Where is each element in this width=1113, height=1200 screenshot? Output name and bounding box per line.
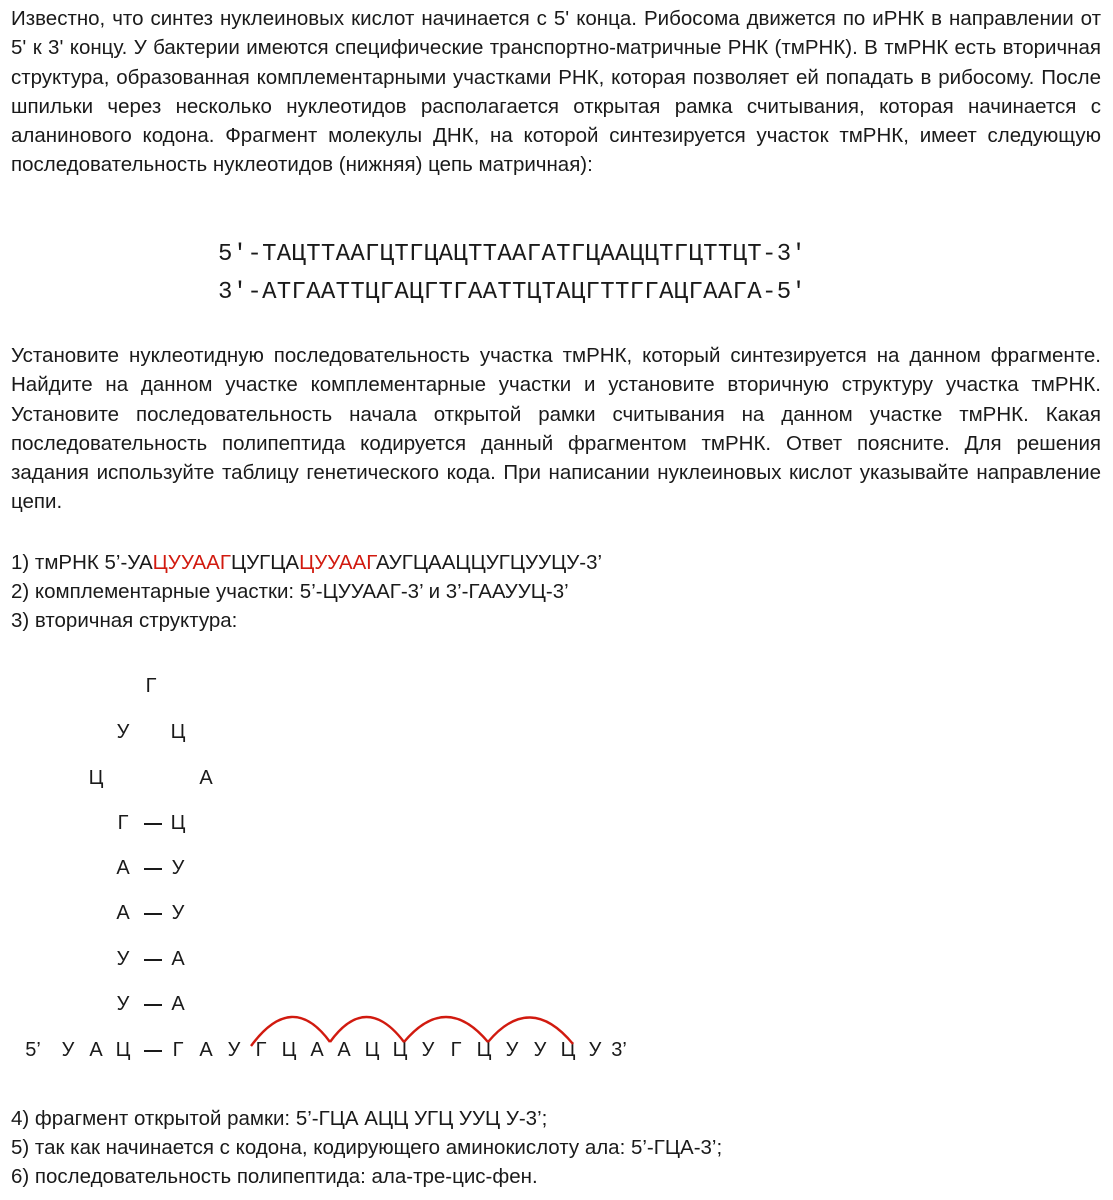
base-nucleotide: А (310, 1039, 324, 1061)
intro-paragraph: Известно, что синтез нуклеиновых кислот начинается с 5' конца. Рибосома движется по иРНК в направлении от 5' к 3' концу. У бактерии имеются специфические транспортно-матричные РНК (тмРНК). В тмРНК есть вторичная структура, образованная комплементарными участками РНК, которая позволяет ей попадать в рибосому. После шпильки через несколько нуклеотидов располагается открытая рамка считывания, которая начинается с аланинового кодона. Фрагмент молекулы ДНК, на которой синтезируется участок тмРНК, имеет следующую последовательность нуклеотидов (нижняя) цепь матричная): (11, 7, 1101, 177)
answer-5: 5) так как начинается с кодона, кодирующего аминокислоту ала: 5’-ГЦА-3’; (11, 1136, 723, 1159)
codon-arc (404, 1017, 488, 1042)
loop-nucleotide: А (199, 767, 213, 789)
loop-nucleotide: Ц (170, 721, 186, 743)
base-nucleotide: Ц (281, 1039, 297, 1061)
base-nucleotide: У (588, 1039, 602, 1061)
answer-1-suffix: АУГЦААЦЦУГЦУУЦУ-3’ (376, 551, 603, 574)
loop-nucleotide: Г (145, 675, 157, 697)
stem-right-nucleotide: Ц (170, 812, 186, 834)
base-nucleotide: А (89, 1039, 103, 1061)
codon-arc (330, 1017, 404, 1042)
answer-2: 2) комплементарные участки: 5’-ЦУУААГ-3’ и 3’-ГААУУЦ-3’ (11, 580, 569, 603)
stem-right-nucleotide: У (171, 857, 185, 879)
base-nucleotide: Ц (560, 1039, 576, 1061)
base-nucleotide: Ц (364, 1039, 380, 1061)
stem-right-nucleotide: А (171, 948, 185, 970)
dna-bottom-strand: 3'-АТГААТТЦГАЦГТГААТТЦТАЦГТТГГАЦГААГА-5' (218, 279, 807, 306)
complementary-region-2: ЦУУААГ (299, 551, 376, 574)
loop-nucleotide: Ц (88, 767, 104, 789)
task-paragraph: Установите нуклеотидную последовательность участка тмРНК, который синтезируется на данном фрагменте. Найдите на данном участке комплементарные участки и установите вторичную структуру участка тмРНК. Установите последовательность начала открытой рамки считывания на данном участке тмРНК. Какая последовательность полипептида кодируется данный фрагментом тмРНК. Ответ поясните. Для решения задания используйте таблицу генетического кода. При написании нуклеиновых кислот указывайте направление цепи. (11, 344, 1101, 514)
base-nucleotide: Г (450, 1039, 462, 1061)
base-nucleotide: У (533, 1039, 547, 1061)
base-nucleotide: Ц (476, 1039, 492, 1061)
stem-right-nucleotide: У (171, 902, 185, 924)
codon-arc (488, 1017, 573, 1044)
answer-4: 4) фрагмент открытой рамки: 5’-ГЦА АЦЦ УГЦ УУЦ У-3’; (11, 1107, 548, 1130)
answer-1-middle: ЦУГЦА (230, 551, 300, 574)
codon-arc (251, 1017, 330, 1046)
base-nucleotide: У (505, 1039, 519, 1061)
stem-left-nucleotide: У (116, 948, 130, 970)
complementary-region-1: ЦУУААГ (152, 551, 231, 574)
stem-left-nucleotide: У (116, 993, 130, 1015)
loop-nucleotide: У (116, 721, 130, 743)
stem-left-nucleotide: А (116, 857, 130, 879)
stem-right-nucleotide: А (171, 993, 185, 1015)
three-prime-label: 3’ (611, 1039, 627, 1061)
base-nucleotide: Г (172, 1039, 184, 1061)
base-nucleotide: Ц (392, 1039, 408, 1061)
base-nucleotide: У (227, 1039, 241, 1061)
answer-1-prefix: 1) тмРНК 5’-УА (11, 551, 153, 574)
dna-top-strand: 5'-ТАЦТТААГЦТГЦАЦТТААГАТГЦААЦЦТГЦТТЦТ-3' (218, 241, 807, 268)
base-nucleotide: У (421, 1039, 435, 1061)
stem-left-nucleotide: Г (117, 812, 129, 834)
base-nucleotide: Г (255, 1039, 267, 1061)
five-prime-label: 5’ (25, 1039, 41, 1061)
base-nucleotide: А (337, 1039, 351, 1061)
base-nucleotide: Ц (115, 1039, 131, 1061)
base-nucleotide: У (61, 1039, 75, 1061)
answer-3: 3) вторичная структура: (11, 609, 238, 632)
answer-6: 6) последовательность полипептида: ала-тре-цис-фен. (11, 1165, 538, 1188)
stem-left-nucleotide: А (116, 902, 130, 924)
base-nucleotide: А (199, 1039, 213, 1061)
